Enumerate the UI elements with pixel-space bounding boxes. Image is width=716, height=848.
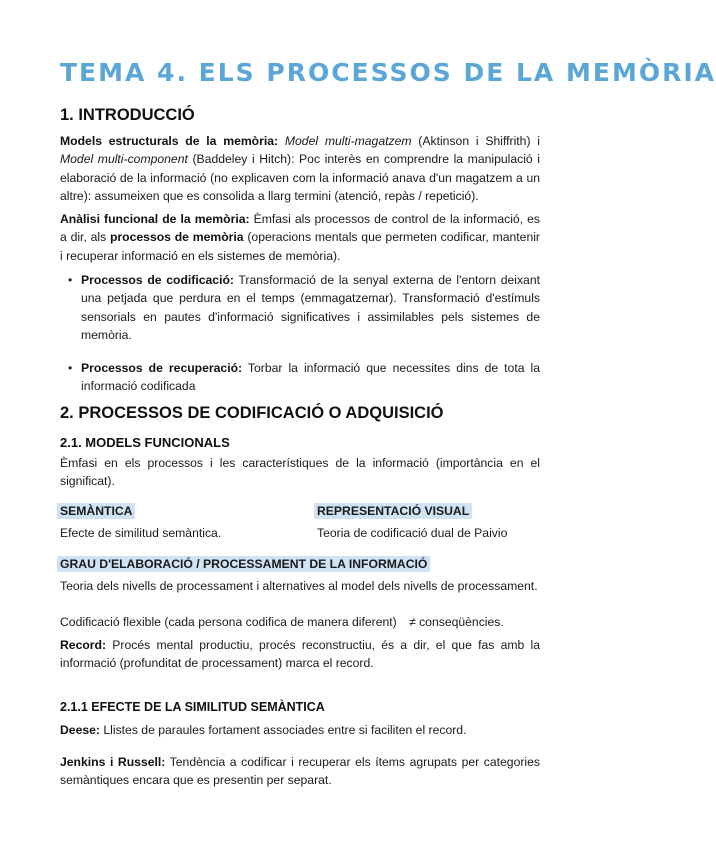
section-heading-processos-codificacio: 2. PROCESSOS DE CODIFICACIÓ O ADQUISICIÓ [60, 404, 444, 422]
paragraph-models-estructurals [60, 132, 540, 206]
term-processos-memoria: processos de memòria [109, 230, 244, 245]
list-item [68, 271, 541, 345]
paragraph-jenkins-russell [60, 753, 540, 790]
text-span: (operacions mentals que permeten codificar, mantenir i recuperar informació en els sistemes de memòria). [60, 230, 540, 263]
section-heading-introduccio: 1. INTRODUCCIÓ [60, 106, 195, 124]
term-deese: Deese: [60, 723, 100, 737]
text-efecte-similitud: Efecte de similitud semàntica. [60, 526, 222, 540]
highlight-grau-elaboracio [57, 555, 430, 573]
text-span: (Aktinson i Shiffrith) i [411, 134, 540, 148]
highlight-semantica [57, 502, 135, 520]
paragraph-deese [60, 721, 466, 739]
label-semantica: SEMÀNTICA [57, 503, 135, 519]
bullet-icon: • [68, 273, 73, 287]
text-span: Procés mental productiu, procés reconstructiu, és a dir, el que fas amb la informació (profunditat de processament) marca el record. [60, 638, 540, 671]
text-span: (Baddeley i Hitch): Poc interès en comprendre la manipulació i elaboració de la informació (no explicaven com la informació anava d'un magatzem a un altre): assumeixen que es consolida a llarg termini (atenció, repàs / repetició). [60, 152, 541, 204]
paragraph-record [60, 636, 540, 673]
text-codificacio-flexible: Codificació flexible (cada persona codifica de manera diferent) [60, 615, 397, 629]
text-consequencies: ≠ conseqüències. [409, 615, 504, 629]
term-record: Record: [60, 638, 107, 652]
paragraph-analisi-funcional [60, 210, 540, 265]
text-span: Tendència a codificar i recuperar els ítems agrupats per categories semàntiques encara que es presentin per separat. [60, 755, 540, 788]
text-codificacio-dual: Teoria de codificació dual de Paivio [317, 526, 508, 540]
label-representacio-visual: REPRESENTACIÓ VISUAL [314, 503, 472, 519]
bullet-icon: • [68, 360, 73, 375]
term-models-estructurals: Models estructurals de la memòria: [60, 134, 279, 148]
label-grau-elaboracio: GRAU D'ELABORACIÓ / PROCESSAMENT DE LA INFORMACIÓ [57, 556, 430, 572]
subsection-heading-models-funcionals: 2.1. MODELS FUNCIONALS [60, 435, 230, 450]
list-item [68, 359, 540, 396]
text-span: Llistes de paraules fortament associades entre si faciliten el record. [99, 723, 467, 737]
term-multi-component: Model multi-component [60, 152, 188, 167]
bullet-term: Processos de recuperació: [81, 360, 243, 375]
term-analisi-funcional: Anàlisi funcional de la memòria: [60, 212, 250, 226]
paragraph-emfasi: Èmfasi en els processos i les característiques de la informació (importància en el significat). [60, 456, 540, 489]
highlight-representacio-visual [314, 502, 472, 520]
page-title: TEMA 4. ELS PROCESSOS DE LA MEMÒRIA [60, 58, 716, 87]
bullet-term: Processos de codificació: [81, 273, 234, 287]
subsection-heading-similitud-semantica: 2.1.1 EFECTE DE LA SIMILITUD SEMÀNTICA [60, 700, 325, 714]
bullet-text: Torbar la informació que necessites dins de tota la informació codificada [81, 360, 540, 394]
bullet-list-processos [68, 271, 541, 395]
bullet-text: Transformació de la senyal externa de l'entorn deixant una petjada que perdura en el temps (emmagatzemar). Transformació d'estímuls sensorials en pautes d'informació significatives i assimilables pels sistemes de memòria. [81, 273, 541, 343]
term-multi-magatzem: Model multi-magatzem [284, 134, 412, 148]
term-jenkins-russell: Jenkins i Russell: [60, 755, 166, 769]
text-nivells-processament: Teoria dels nivells de processament i alternatives al model dels nivells de processament. [60, 579, 538, 593]
text-span: Èmfasi als processos de control de la informació, es a dir, als [60, 212, 540, 245]
